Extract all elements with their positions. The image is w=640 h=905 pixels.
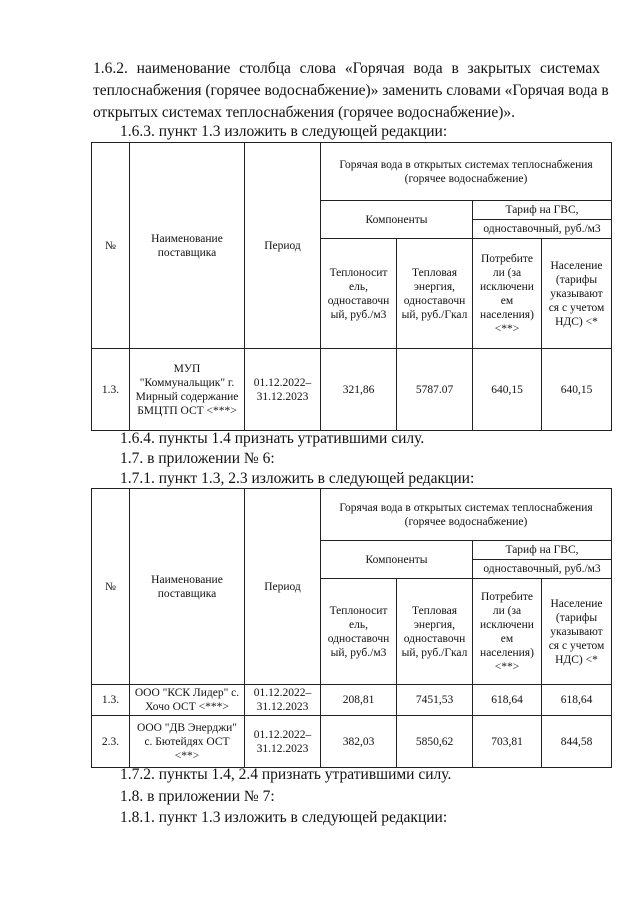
paragraph-1-8-1: 1.8.1. пункт 1.3 изложить в следующей редакции:	[120, 809, 448, 826]
row-thermal-energy: 5850,62	[397, 716, 473, 768]
row-thermal-energy: 7451,53	[397, 685, 473, 716]
paragraph-1-6-2-line3: открытых системах теплоснабжения (горячее водоснабжение)».	[93, 104, 516, 121]
header-tariff-line2: одноставочный, руб./м3	[483, 223, 601, 235]
row-period: 01.12.2022–31.12.2023	[245, 349, 321, 431]
header-components: Компоненты	[321, 541, 473, 579]
row-supplier: ООО "ДВ Энерджи" с. Бютейдях ОСТ <**>	[130, 716, 245, 768]
row-number: 2.3.	[92, 716, 130, 768]
header-supplier: Наименование поставщика	[130, 143, 245, 349]
table-row	[92, 349, 612, 431]
header-tariff	[473, 541, 612, 579]
row-population: 640,15	[542, 349, 612, 431]
row-number: 1.3.	[92, 685, 130, 716]
tariff-table-2	[91, 488, 612, 768]
row-supplier: ООО "КСК Лидер" с. Хочо ОСТ <***>	[130, 685, 245, 716]
tariff-table-1	[91, 142, 612, 431]
header-heat-carrier: Теплоносит ель, одноставочн ый, руб./м3	[321, 579, 397, 685]
header-number: №	[92, 143, 130, 349]
header-heat-carrier: Теплоносит ель, одноставочн ый, руб./м3	[321, 239, 397, 349]
table-row	[92, 716, 612, 768]
row-population: 844,58	[542, 716, 612, 768]
row-number: 1.3.	[92, 349, 130, 431]
header-number: №	[92, 489, 130, 685]
paragraph-1-7: 1.7. в приложении № 6:	[120, 450, 275, 467]
header-tariff	[473, 201, 612, 239]
header-period: Период	[245, 489, 321, 685]
header-thermal-energy: Тепловая энергия, одноставочн ый, руб./Гкал	[397, 239, 473, 349]
paragraph-1-6-2-line2: теплоснабжения (горячее водоснабжение)» заменить словами «Горячая вода в	[93, 82, 609, 99]
row-period: 01.12.2022–31.12.2023	[245, 685, 321, 716]
row-consumers: 618,64	[473, 685, 542, 716]
header-consumers: Потребите ли (за исключени ем населения) <**>	[473, 239, 542, 349]
header-tariff-line2: одноставочный, руб./м3	[483, 563, 601, 575]
table-row	[92, 685, 612, 716]
header-period: Период	[245, 143, 321, 349]
row-consumers: 640,15	[473, 349, 542, 431]
paragraph-1-6-4: 1.6.4. пункты 1.4 признать утратившими силу.	[120, 430, 425, 447]
row-heat-carrier: 208,81	[321, 685, 397, 716]
header-population: Население (тарифы указывают ся с учетом НДС) <*	[542, 579, 612, 685]
row-supplier: МУП "Коммунальщик" г. Мирный содержание БМЦТП ОСТ <***>	[130, 349, 245, 431]
row-thermal-energy: 5787.07	[397, 349, 473, 431]
paragraph-1-8: 1.8. в приложении № 7:	[120, 788, 275, 805]
paragraph-1-6-3: 1.6.3. пункт 1.3 изложить в следующей редакции:	[120, 123, 448, 140]
row-population: 618,64	[542, 685, 612, 716]
row-consumers: 703,81	[473, 716, 542, 768]
row-heat-carrier: 321,86	[321, 349, 397, 431]
paragraph-1-7-2: 1.7.2. пункты 1.4, 2.4 признать утратившими силу.	[120, 766, 452, 783]
header-components: Компоненты	[321, 201, 473, 239]
header-supplier: Наименование поставщика	[130, 489, 245, 685]
header-thermal-energy: Тепловая энергия, одноставочн ый, руб./Гкал	[397, 579, 473, 685]
header-group: Горячая вода в открытых системах теплоснабжения (горячее водоснабжение)	[321, 143, 612, 201]
header-consumers: Потребите ли (за исключени ем населения) <**>	[473, 579, 542, 685]
row-period: 01.12.2022–31.12.2023	[245, 716, 321, 768]
paragraph-1-6-2-line1: 1.6.2. наименование столбца слова «Горячая вода в закрытых системах	[93, 60, 600, 77]
paragraph-1-7-1: 1.7.1. пункт 1.3, 2.3 изложить в следующей редакции:	[120, 470, 475, 487]
header-tariff-line1: Тариф на ГВС,	[473, 541, 611, 560]
row-heat-carrier: 382,03	[321, 716, 397, 768]
header-population: Население (тарифы указывают ся с учетом НДС) <*	[542, 239, 612, 349]
header-tariff-line1: Тариф на ГВС,	[473, 201, 611, 220]
header-group: Горячая вода в открытых системах теплоснабжения (горячее водоснабжение)	[321, 489, 612, 541]
